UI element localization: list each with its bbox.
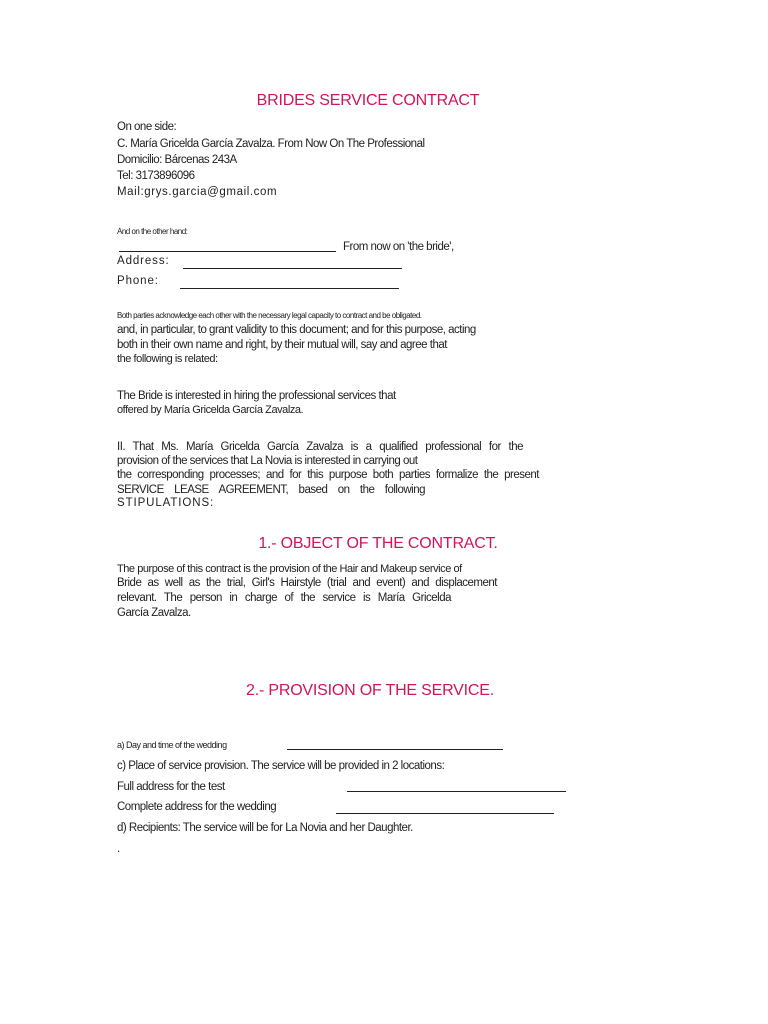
section-1-line-1: The purpose of this contract is the provision of the Hair and Makeup service of [117,563,462,575]
bride-name-blank[interactable] [119,251,336,252]
professional-mail: Mail:grys.garcia@gmail.com [117,186,278,198]
test-address-blank[interactable] [347,791,566,792]
section-1-heading: 1.- OBJECT OF THE CONTRACT. [258,535,498,552]
preamble-line-2: and, in particular, to grant validity to this document; and for this purpose, acting [117,324,476,336]
phone-blank[interactable] [180,288,399,289]
wedding-date-label: a) Day and time of the wedding [117,740,227,750]
other-party-intro: And on the other hand: [117,227,188,236]
wedding-address-label: Complete address for the wedding [117,801,277,813]
preamble-line-1: Both parties acknowledge each other with the necessary legal capacity to contract and be obligated. [117,311,422,320]
trailing-period: . [117,843,120,855]
section-1-line-2: Bride as well as the trial, Girl's Hairstyle (trial and event) and displacement [117,577,497,589]
professional-tel: Tel: 3173896096 [117,170,195,182]
wedding-address-blank[interactable] [336,813,554,814]
clause-ii-line-3: the corresponding processes; and for this purpose both parties formalize the present [117,469,539,481]
clause-ii-line-1: II. That Ms. María Gricelda García Zavalza is a qualified professional for the [117,441,523,453]
professional-name: C. María Gricelda García Zavalza. From Now On The Professional [117,138,425,150]
recipients-text: d) Recipients: The service will be for La Novia and her Daughter. [117,822,413,834]
bride-label: From now on 'the bride', [343,241,454,253]
clause-ii-line-4: SERVICE LEASE AGREEMENT, based on the following [117,484,425,496]
preamble-line-3: both in their own name and right, by their mutual will, say and agree that [117,339,447,351]
section-1-line-3: relevant. The person in charge of the service is María Gricelda [117,592,451,604]
clause-ii-line-2: provision of the services that La Novia is interested in carrying out [117,455,418,467]
service-place-text: c) Place of service provision. The service will be provided in 2 locations: [117,760,445,772]
address-label: Address: [117,255,170,267]
preamble-line-4: the following is related: [117,353,218,365]
document-title: BRIDES SERVICE CONTRACT [256,92,480,109]
address-blank[interactable] [183,268,402,269]
section-1-line-4: García Zavalza. [117,607,191,619]
clause-i-line-2: offered by María Gricelda García Zavalza. [117,404,304,416]
wedding-date-blank[interactable] [287,749,503,750]
phone-label: Phone: [117,275,159,287]
stipulations-label: STIPULATIONS: [117,497,215,509]
clause-i-line-1: The Bride is interested in hiring the professional services that [117,390,396,402]
professional-address: Domicilio: Bárcenas 243A [117,154,237,166]
section-2-heading: 2.- PROVISION OF THE SERVICE. [246,682,494,699]
test-address-label: Full address for the test [117,781,225,793]
professional-intro: On one side: [117,121,177,133]
